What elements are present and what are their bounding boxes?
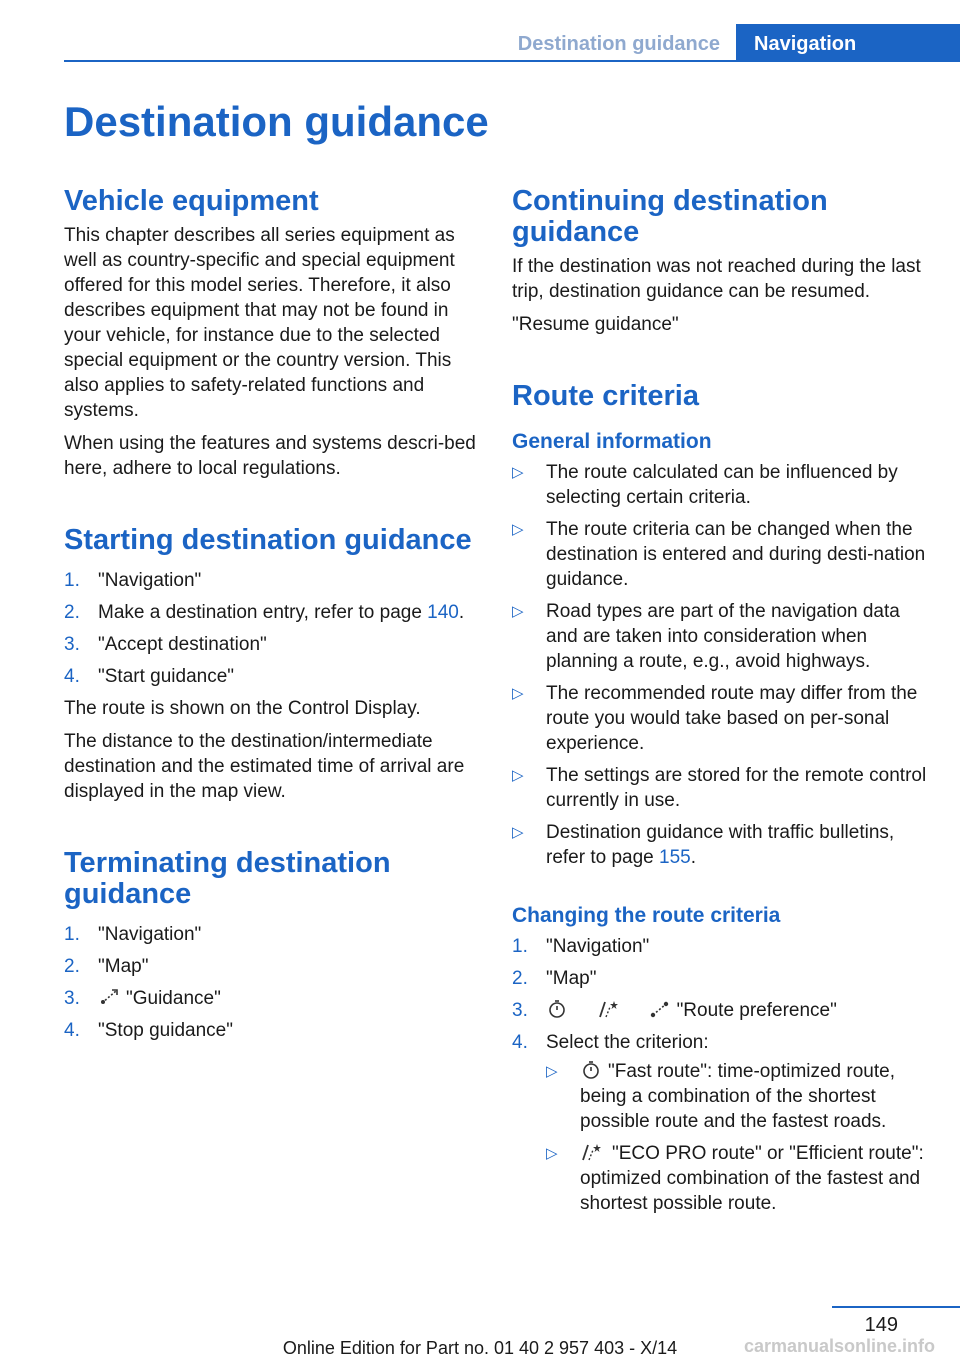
list-item: ▷ The recommended route may differ from the route you would take based on per‐sonal experience. bbox=[512, 683, 918, 754]
footer-edition: Online Edition for Part no. 01 40 2 957 403 - X/14 bbox=[282, 1338, 678, 1358]
list-item: ▷ Road types are part of the navigation data and are taken into consideration when planning a route, e.g., avoid highways. bbox=[512, 601, 900, 672]
continuing-paragraph-2: "Resume guidance" bbox=[512, 314, 679, 335]
starting-paragraph-2: The distance to the destination/intermediate destination and the estimated time of arrival are displayed in the map view. bbox=[64, 731, 465, 802]
terminating-steps-list bbox=[64, 922, 482, 1043]
starting-steps-list bbox=[64, 568, 482, 689]
header-tab-navigation: Navigation bbox=[736, 24, 960, 62]
general-information-heading: General information bbox=[512, 430, 712, 453]
list-item: ▷ "ECO PRO route" or "Efficient route": optimized combination of the fastest and shortest possible route. bbox=[546, 1143, 924, 1214]
header-section-title: Destination guidance bbox=[517, 33, 720, 55]
vehicle-equipment-heading: Vehicle equipment bbox=[64, 185, 319, 217]
list-item: 4. "Stop guidance" bbox=[64, 1020, 233, 1041]
starting-paragraph-1: The route is shown on the Control Display. bbox=[64, 698, 421, 719]
criterion-sublist bbox=[546, 1059, 932, 1216]
general-information-list bbox=[512, 460, 932, 870]
list-item: 1. "Navigation" bbox=[64, 924, 202, 945]
starting-guidance-heading: Starting destination guidance bbox=[64, 524, 472, 556]
list-item: 2. "Map" bbox=[64, 956, 149, 977]
list-item: ▷ The route calculated can be influenced by selecting certain criteria. bbox=[512, 462, 898, 508]
eco-route-icon bbox=[597, 999, 619, 1019]
list-item: 4. "Start guidance" bbox=[64, 666, 235, 687]
list-item: 4. Select the criterion: ▷ "Fast route": time-optimized route, being a combination of the shortest possible route and the fastest roads. ▷ "ECO PRO route" or "Efficient route": optimized combination of the fastest and shortest possible route. bbox=[512, 1030, 932, 1216]
page-link-155[interactable]: 155 bbox=[659, 847, 691, 868]
continuing-paragraph-1: If the destination was not reached during the last trip, destination guidance can be resumed. bbox=[512, 256, 921, 302]
list-item: 3. "Accept destination" bbox=[64, 634, 267, 655]
vehicle-equipment-paragraph-2: When using the features and systems descri‐bed here, adhere to local regulations. bbox=[64, 433, 476, 479]
list-item: ▷ Destination guidance with traffic bulletins, refer to page 155. bbox=[512, 822, 895, 868]
guidance-icon bbox=[98, 987, 120, 1007]
list-item: ▷ "Fast route": time-optimized route, being a combination of the shortest possible route and the fastest roads. bbox=[546, 1061, 895, 1132]
eco-route-icon bbox=[580, 1142, 606, 1162]
left-column bbox=[64, 186, 482, 1050]
list-item: 1. "Navigation" bbox=[64, 570, 202, 591]
page-title: Destination guidance bbox=[64, 98, 489, 145]
changing-steps-list bbox=[512, 934, 932, 1216]
vehicle-equipment-paragraph-1: This chapter describes all series equipment as well as country-specific and special equipment offered for this model series. Therefore, it also describes equipment that may not be found in your vehicle, for instance due to the selected special equipment or the country version. This also applies to safety-related functions and systems. bbox=[64, 225, 455, 421]
list-item: 3. "Guidance" bbox=[64, 988, 221, 1009]
list-item: 1. "Navigation" bbox=[512, 936, 650, 957]
page-link-140[interactable]: 140 bbox=[427, 602, 459, 623]
list-item: ▷ The settings are stored for the remote control currently in use. bbox=[512, 765, 927, 811]
watermark: carmanualsonline.info bbox=[744, 1336, 936, 1356]
page-number: 149 bbox=[864, 1314, 898, 1336]
route-preference-icon bbox=[649, 999, 671, 1019]
changing-route-criteria-heading: Changing the route criteria bbox=[512, 904, 781, 927]
stopwatch-icon bbox=[546, 999, 568, 1019]
list-item: ▷ The route criteria can be changed when the destination is entered and during desti‐nation guidance. bbox=[512, 519, 926, 590]
list-item: 3. "Route preference" bbox=[512, 1000, 837, 1021]
terminating-guidance-heading: Terminating destination guidance bbox=[64, 847, 391, 910]
route-criteria-heading: Route criteria bbox=[512, 380, 699, 412]
list-item: 2. Make a destination entry, refer to page 140. bbox=[64, 602, 465, 623]
header-divider bbox=[64, 60, 960, 62]
continuing-guidance-heading: Continuing destination guidance bbox=[512, 185, 828, 248]
list-item: 2. "Map" bbox=[512, 968, 597, 989]
stopwatch-icon bbox=[580, 1060, 602, 1080]
footer-divider bbox=[832, 1306, 960, 1308]
right-column bbox=[512, 186, 932, 1223]
